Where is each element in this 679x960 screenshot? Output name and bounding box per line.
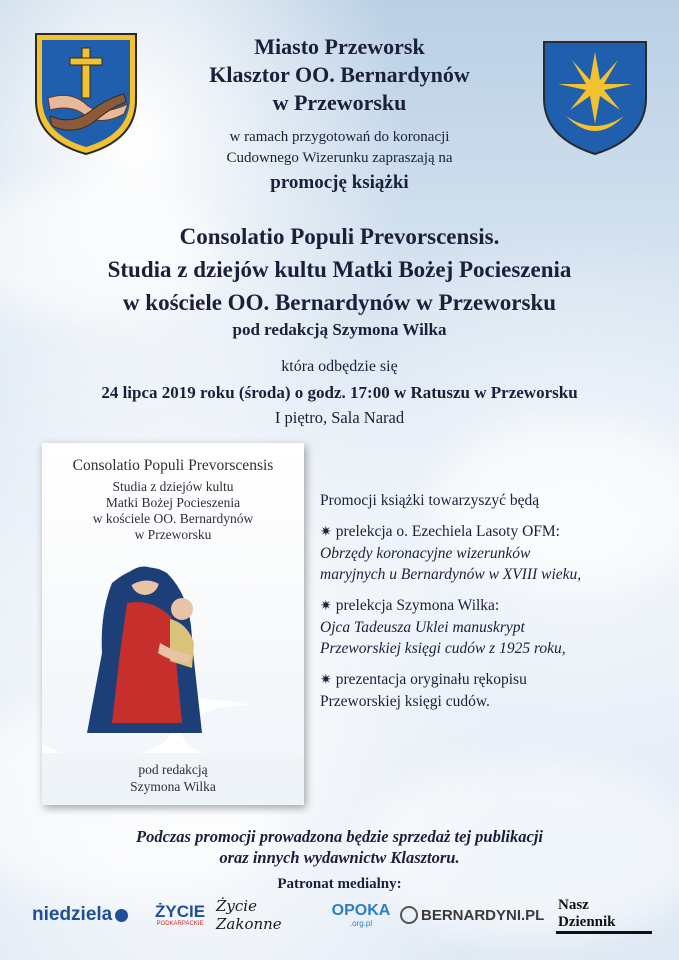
event-room: I piętro, Sala Narad	[274, 408, 405, 427]
cover-subtitle-line: w Przeworsku	[134, 527, 212, 542]
asterisk-icon: ✷	[320, 673, 332, 688]
book-title-line-1: Consolatio Populi Prevorscensis.	[179, 224, 500, 249]
sales-note-line-1: Podczas promocji prowadzona będzie sprzedaż tej publikacji	[135, 827, 543, 846]
asterisk-icon: ✷	[320, 525, 332, 540]
cover-editor-line: Szymona Wilka	[130, 779, 216, 794]
intro-line-2: Cudownego Wizerunku zapraszają na	[226, 150, 453, 166]
program-item-title: Ojca Tadeusza Uklei manuskrypt	[320, 619, 525, 636]
niedziela-logo	[32, 898, 144, 932]
opoka-logo	[328, 898, 394, 932]
book-cover	[42, 443, 304, 805]
cover-subtitle-line: Matki Bożej Pocieszenia	[105, 495, 241, 510]
header-city: Miasto Przeworsk	[254, 34, 425, 59]
cover-title: Consolatio Populi Prevorscensis	[72, 457, 274, 474]
sales-note-line-2: oraz innych wydawnictw Klasztoru.	[219, 848, 460, 867]
cover-editor	[42, 761, 304, 795]
zycie-zakonne-logo	[216, 898, 321, 932]
niedziela-text: niedziela	[32, 904, 113, 925]
bernardyni-text: BERNARDYNI.PL	[421, 906, 545, 924]
media-patronage-label: Patronat medialny:	[277, 876, 402, 892]
opoka-text: OPOKA	[331, 901, 391, 919]
program-item	[320, 521, 670, 585]
program-item-label: Przeworskiej księgi cudów.	[320, 693, 490, 710]
globe-icon	[115, 909, 128, 922]
circle-logo-icon	[400, 906, 418, 924]
asterisk-icon: ✷	[320, 599, 332, 614]
cover-editor-line: pod redakcją	[138, 762, 208, 777]
program-item-label: prelekcja o. Ezechiela Lasoty OFM:	[335, 523, 560, 540]
program-intro: Promocji książki towarzyszyć będą	[320, 492, 540, 509]
opoka-sub-text: .org.pl	[349, 918, 373, 928]
bernardyni-logo	[400, 898, 550, 932]
header-monastery: Klasztor OO. Bernardynów	[209, 62, 470, 87]
book-title-line-3: w kościele OO. Bernardynów w Przeworsku	[122, 290, 557, 315]
program-item-label: prelekcja Szymona Wilka:	[335, 597, 500, 614]
header-location: w Przeworsku	[272, 90, 407, 115]
zycie-zakonne-text: Życie Zakonne	[216, 897, 282, 933]
program-item-title: Obrzędy koronacyjne wizerunków	[320, 545, 531, 562]
nasz-dziennik-text: Nasz Dziennik	[556, 897, 652, 934]
program-item	[320, 595, 670, 659]
event-date: 24 lipca 2019 roku (środa) o godz. 17:00 w Ratuszu w Przeworsku	[101, 383, 578, 402]
cover-subtitle-line: Studia z dziejów kultu	[112, 479, 234, 494]
program-list	[320, 490, 670, 722]
program-item-title: maryjnych u Bernardynów w XVIII wieku,	[320, 566, 582, 583]
zycie-sub-text: PODKARPACKIE	[156, 920, 204, 927]
intro-line-1: w ramach przygotowań do koronacji	[229, 129, 450, 145]
program-item-title: Przeworskiej księgi cudów z 1925 roku,	[320, 640, 566, 657]
event-intro: która odbędzie się	[281, 358, 398, 375]
cover-subtitle	[42, 479, 304, 543]
nasz-dziennik-logo	[556, 898, 652, 932]
zycie-podkarpackie-logo	[150, 898, 210, 932]
program-item-label: prezentacja oryginału rękopisu	[335, 671, 527, 688]
zycie-text: ŻYCIE	[154, 901, 206, 921]
cover-subtitle-line: w kościele OO. Bernardynów	[92, 511, 254, 526]
madonna-painting	[42, 543, 304, 753]
promo-heading: promocję książki	[270, 172, 409, 193]
media-logos	[32, 898, 652, 932]
program-item	[320, 669, 670, 712]
book-editor: pod redakcją Szymona Wilka	[232, 320, 447, 339]
book-title-line-2: Studia z dziejów kultu Matki Bożej Pocieszenia	[107, 257, 572, 282]
